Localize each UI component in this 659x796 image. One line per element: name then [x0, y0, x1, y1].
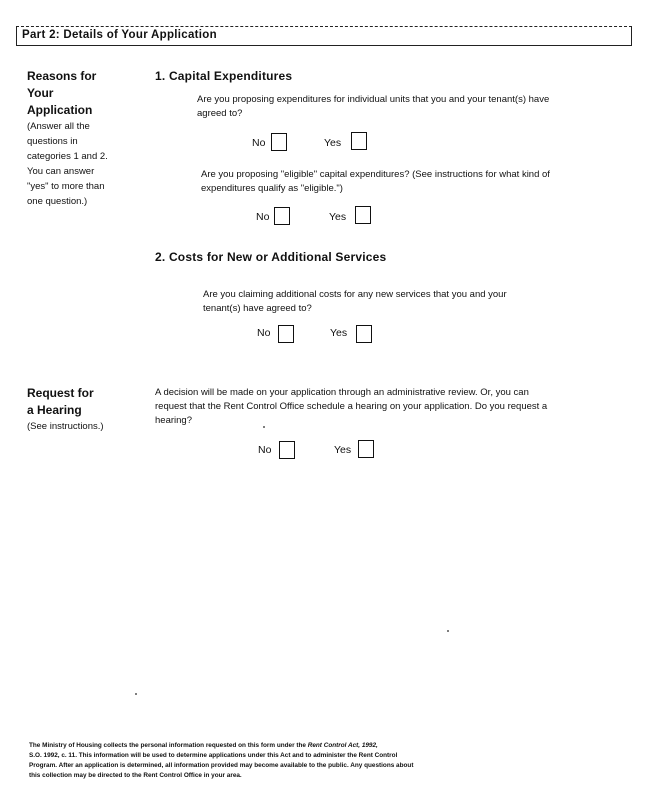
question-line: expenditures qualify as "eligible.")	[201, 183, 343, 194]
hearing-title-line: Request for	[27, 386, 94, 400]
no-label: No	[252, 137, 266, 149]
reasons-note-line: questions in	[27, 136, 78, 147]
section2-question1	[203, 288, 507, 316]
s1q1-no-checkbox[interactable]	[271, 133, 287, 151]
hearing-text-line: hearing?	[155, 415, 192, 426]
scan-speck	[263, 426, 265, 428]
privacy-notice-line: this collection may be directed to the Rent Control Office in your area.	[29, 772, 242, 779]
hearing-yes-checkbox[interactable]	[358, 440, 374, 458]
yes-label: Yes	[330, 327, 348, 339]
scan-speck	[135, 693, 137, 695]
reasons-note-line: categories 1 and 2.	[27, 151, 108, 162]
question-line: Are you proposing expenditures for individual units that you and your tenant(s) have	[197, 94, 550, 105]
yes-label: Yes	[324, 137, 342, 149]
reasons-title-line: Application	[27, 103, 93, 117]
hearing-note: (See instructions.)	[27, 421, 104, 432]
reasons-title-line: Reasons for	[27, 69, 97, 83]
scan-speck	[447, 630, 449, 632]
hearing-text-line: request that the Rent Control Office schedule a hearing on your application. Do you request a	[155, 401, 548, 412]
hearing-title-line: a Hearing	[27, 403, 82, 417]
reasons-title-line: Your	[27, 86, 54, 100]
section1-question2	[201, 168, 550, 196]
hearing-no-checkbox[interactable]	[279, 441, 295, 459]
no-label: No	[258, 444, 272, 456]
no-label: No	[256, 211, 270, 223]
privacy-notice-text: The Ministry of Housing collects the personal information requested on this form under the	[29, 742, 308, 749]
reasons-note-line: (Answer all the	[27, 121, 90, 132]
s1q2-yes-checkbox[interactable]	[355, 206, 371, 224]
no-label: No	[257, 327, 271, 339]
hearing-text	[155, 386, 547, 428]
reasons-note-line: "yes" to more than	[27, 181, 105, 192]
reasons-note-line: one question.)	[27, 196, 88, 207]
question-line: agreed to?	[197, 108, 243, 119]
privacy-notice-line: Program. After an application is determined, all information provided may become available to the public. Any questions about	[29, 762, 414, 769]
hearing-sidebar	[27, 385, 104, 434]
yes-label: Yes	[329, 211, 347, 223]
question-line: Are you claiming additional costs for any new services that you and your	[203, 289, 507, 300]
reasons-sidebar	[27, 68, 108, 209]
question-line: Are you proposing "eligible" capital expenditures? (See instructions for what kind of	[201, 169, 550, 180]
hearing-text-line: A decision will be made on your application through an administrative review. Or, you can	[155, 387, 529, 398]
s2q1-no-checkbox[interactable]	[278, 325, 294, 343]
reasons-note-line: You can answer	[27, 166, 95, 177]
section1-title: 1. Capital Expenditures	[155, 69, 293, 83]
privacy-notice	[29, 741, 529, 781]
privacy-notice-line	[29, 741, 529, 751]
s1q2-no-checkbox[interactable]	[274, 207, 290, 225]
s2q1-yes-checkbox[interactable]	[356, 325, 372, 343]
act-name: Rent Control Act, 1992,	[307, 742, 378, 749]
part-title: Part 2: Details of Your Application	[22, 29, 217, 41]
s1q1-yes-checkbox[interactable]	[351, 132, 367, 150]
question-line: tenant(s) have agreed to?	[203, 303, 312, 314]
privacy-notice-line: S.O. 1992, c. 11. This information will be used to determine applications under this Act and to administer the Rent Control	[29, 752, 398, 759]
yes-label: Yes	[334, 444, 352, 456]
section1-question1	[197, 93, 549, 121]
section2-title: 2. Costs for New or Additional Services	[155, 250, 387, 264]
